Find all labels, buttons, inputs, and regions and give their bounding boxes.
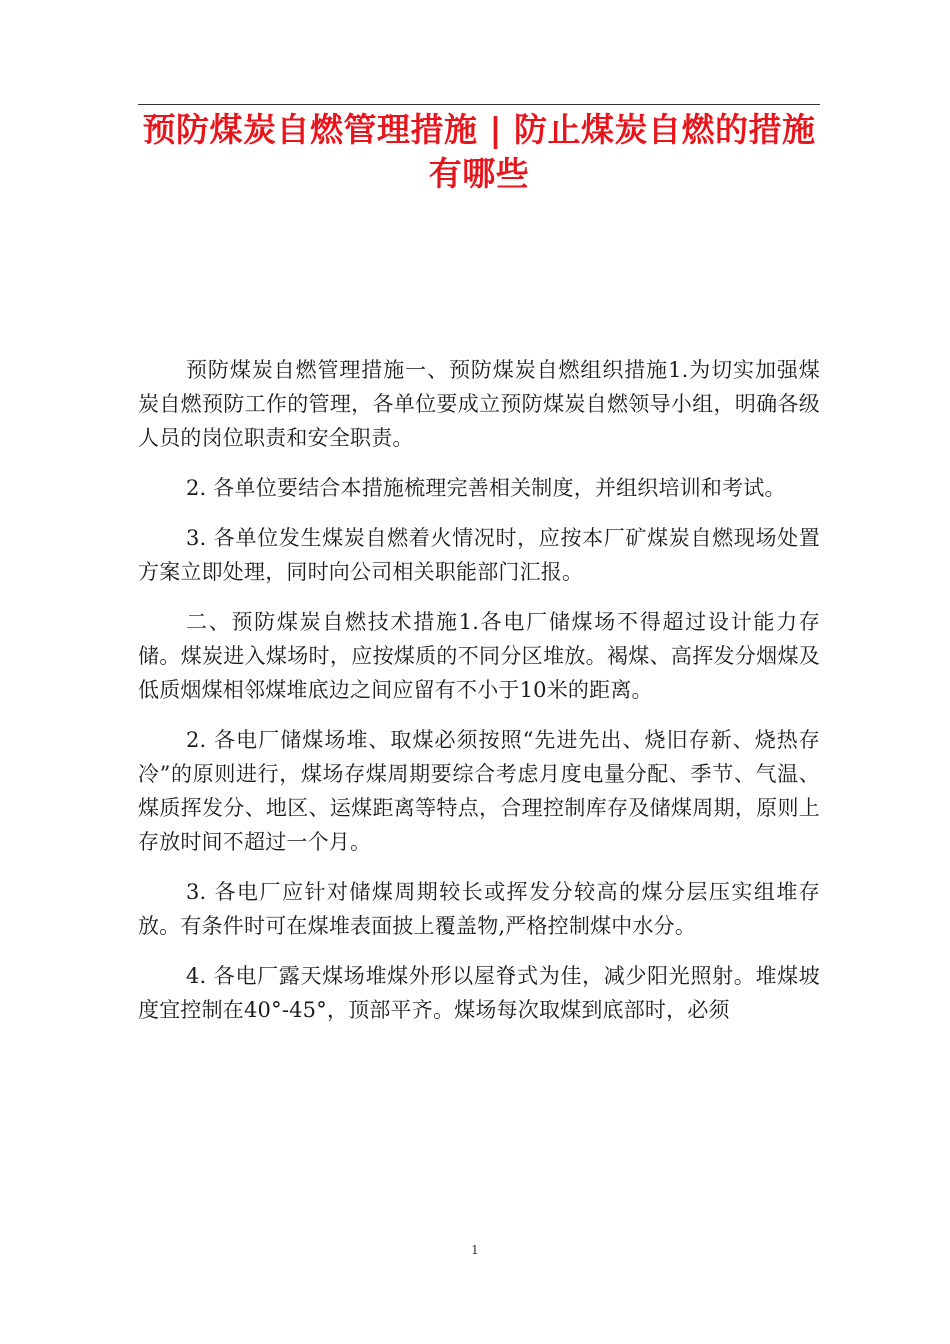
paragraph: 4. 各电厂露天煤场堆煤外形以屋脊式为佳，减少阳光照射。堆煤坡度宜控制在40°-45°，顶部平齐。煤场每次取煤到底部时，必须 [138,964,820,1022]
paragraph: 二、预防煤炭自燃技术措施1.各电厂储煤场不得超过设计能力存储。煤炭进入煤场时，应按煤质的不同分区堆放。褐煤、高挥发分烟煤及低质烟煤相邻煤堆底边之间应留有不小于10米的距离。 [138,610,820,702]
paragraph: 预防煤炭自燃管理措施一、预防煤炭自燃组织措施1.为切实加强煤炭自燃预防工作的管理，各单位要成立预防煤炭自燃领导小组，明确各级人员的岗位职责和安全职责。 [138,358,820,450]
document-body [138,353,820,1043]
page-number: 1 [471,1243,479,1257]
paragraph: 2. 各单位要结合本措施梳理完善相关制度，并组织培训和考试。 [186,476,786,500]
paragraph: 2. 各电厂储煤场堆、取煤必须按照“先进先出、烧旧存新、烧热存冷”的原则进行，煤场存煤周期要综合考虑月度电量分配、季节、气温、煤质挥发分、地区、运煤距离等特点，合理控制库存及储煤周期，原则上存放时间不超过一个月。 [138,728,820,854]
title-top-rule [138,104,820,105]
document-title: 预防煤炭自燃管理措施 | 防止煤炭自燃的措施有哪些 [142,110,816,193]
paragraph: 3. 各电厂应针对储煤周期较长或挥发分较高的煤分层压实组堆存放。有条件时可在煤堆表面披上覆盖物,严格控制煤中水分。 [138,880,820,938]
paragraph: 3. 各单位发生煤炭自燃着火情况时，应按本厂矿煤炭自燃现场处置方案立即处理，同时向公司相关职能部门汇报。 [138,526,820,584]
